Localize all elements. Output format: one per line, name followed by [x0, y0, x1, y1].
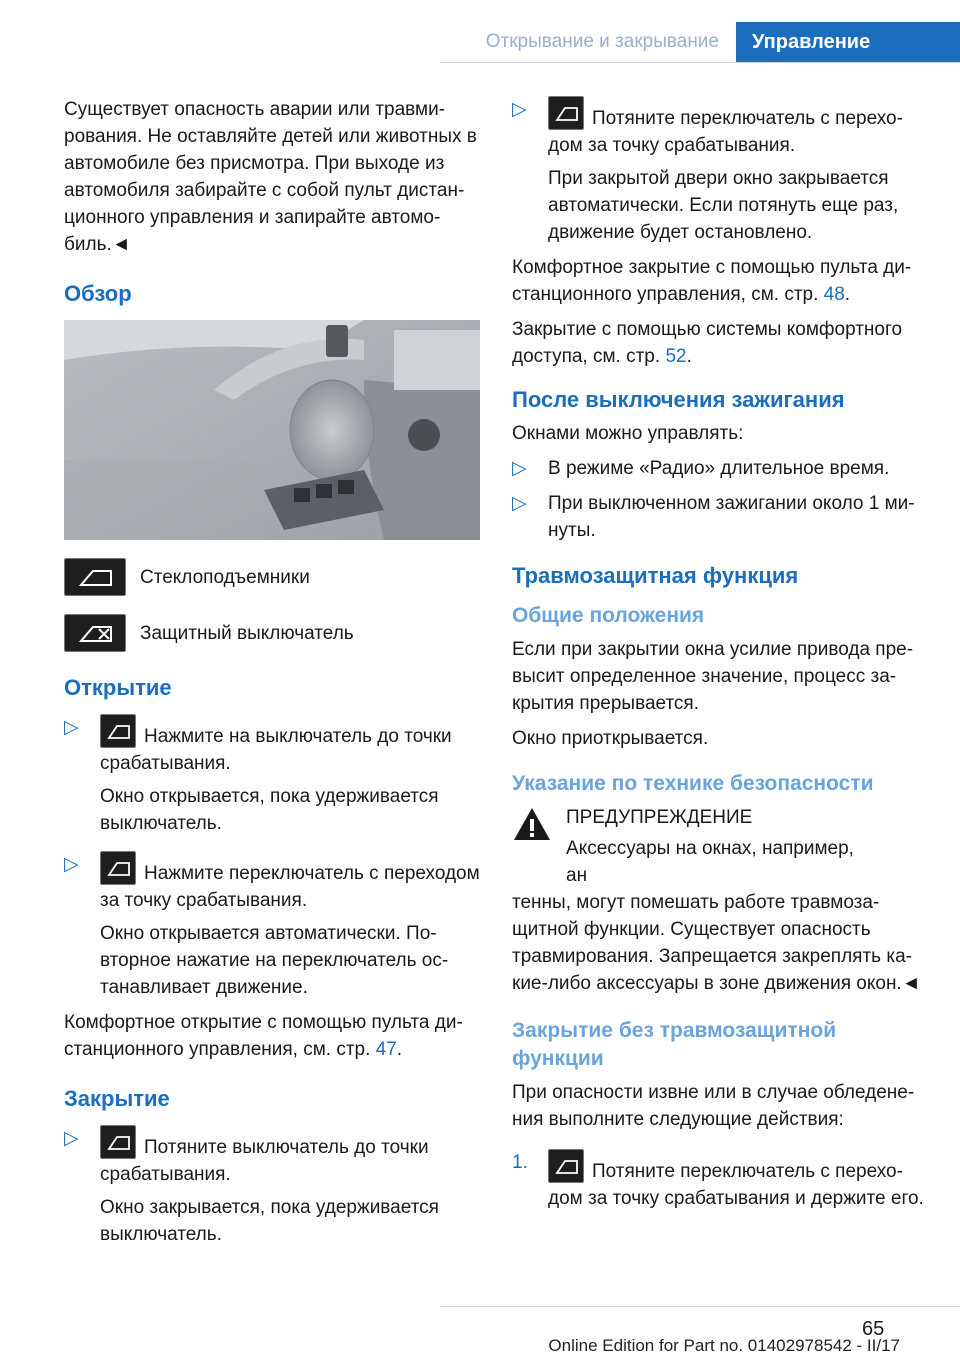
opening-item — [64, 714, 484, 837]
legend-safety-switch — [64, 614, 484, 652]
window-switch-icon — [100, 714, 136, 748]
bullet-marker: ▷ — [64, 1128, 79, 1149]
comfort-close-paragraph: Комфортное закрытие с помощью пульта дистанционного управления, см. стр. 48. — [512, 257, 912, 305]
page-link-48[interactable]: 48 — [823, 284, 845, 305]
closing-item — [64, 1125, 484, 1248]
after-ignition-item-text: При выключенном зажигании около 1 минуты. — [548, 493, 915, 541]
window-switch-icon — [548, 96, 584, 130]
page-link-52[interactable]: 52 — [665, 346, 687, 367]
opening-item-text: Нажмите на выключатель до точки срабатывания. — [100, 726, 452, 774]
overview-heading: Обзор — [64, 281, 132, 306]
warning-text: тенны, могут помешать работе травмозащитной функции. Существует опасность травмирования. Запрещается закреплять какие-либо аксессуары в зоне движения окон.◄ — [512, 892, 921, 994]
edition-text: Online Edition for Part no. 01402978542 - II/17 — [548, 1336, 900, 1355]
legend-window-switch — [64, 558, 484, 596]
bullet-marker: ▷ — [64, 717, 79, 738]
door-panel-photo — [64, 320, 480, 540]
window-switch-icon — [100, 1125, 136, 1159]
header-divider — [440, 62, 960, 63]
header-chapter-tab[interactable]: Управление — [736, 22, 960, 62]
header-section-title: Открывание и закрывание — [440, 22, 735, 62]
bullet-marker: ▷ — [64, 854, 79, 875]
window-switch-icon — [548, 1149, 584, 1183]
closing-item — [512, 96, 928, 246]
step-number: 1. — [512, 1152, 528, 1173]
after-ignition-heading: После выключения зажигания — [512, 387, 845, 412]
opening-item-sub: Окно открывается, пока удерживается выключатель. — [100, 786, 439, 834]
opening-item-text: Нажмите переключатель с переходом за точку срабатывания. — [100, 863, 480, 911]
page-link-47[interactable]: 47 — [375, 1039, 397, 1060]
pinch-protection-heading: Травмозащитная функция — [512, 563, 799, 588]
opening-item — [64, 851, 484, 1001]
opening-item-sub: Окно открывается автоматически. Повторное нажатие на переключатель останавливает движение. — [100, 923, 449, 998]
comfort-open-paragraph: Комфортное открытие с помощью пульта дистанционного управления, см. стр. 47. — [64, 1012, 463, 1060]
no-pinch-text: При опасности извне или в случае обледенения выполните следующие действия: — [512, 1082, 915, 1130]
closing-heading: Закрытие — [64, 1086, 170, 1111]
warning-triangle-icon — [512, 806, 552, 850]
no-pinch-heading: Закрытие без травмозащитной функции — [512, 1019, 837, 1070]
closing-item-text: Потяните выключатель до точки срабатывания. — [100, 1137, 429, 1185]
left-column — [64, 96, 484, 1256]
page-number: 65 — [862, 1318, 885, 1340]
safety-heading: Указание по технике безопасности — [512, 772, 874, 795]
step-item — [512, 1149, 928, 1212]
bullet-marker: ▷ — [512, 99, 527, 120]
opening-heading: Открытие — [64, 675, 172, 700]
legend-label-safety: Защитный выключатель — [140, 622, 354, 644]
bullet-marker: ▷ — [512, 493, 527, 514]
right-column — [512, 96, 928, 1220]
closing-item-text: Потяните переключатель с переходом за точку срабатывания. — [548, 108, 903, 156]
window-switch-icon — [100, 851, 136, 885]
closing-item-sub: Окно закрывается, пока удерживается выключатель. — [100, 1197, 439, 1245]
warning-text-first-line: Аксессуары на окнах, например, ан — [566, 838, 854, 886]
footer-divider — [440, 1306, 960, 1307]
general-text-2: Окно приоткрывается. — [512, 728, 709, 749]
general-heading: Общие положения — [512, 604, 705, 627]
safety-switch-icon — [64, 614, 126, 652]
general-text: Если при закрытии окна усилие привода превысит определенное значение, процесс закрытия прерывается. — [512, 639, 914, 714]
legend-label-windows: Стеклоподъемники — [140, 566, 310, 588]
step-text: Потяните переключатель с переходом за точку срабатывания и держите его. — [548, 1161, 924, 1209]
after-ignition-item-text: В режиме «Радио» длительное время. — [548, 458, 890, 479]
intro-warning-text: Существует опасность аварии или травмирования. Не оставляйте детей или животных в автомобиле без присмотра. При выходе из автомобиля забирайте с собой пульт дистанционного управления и запирайте автомобиль.◄ — [64, 99, 477, 255]
warning-title: ПРЕДУПРЕЖДЕНИЕ — [566, 807, 753, 828]
closing-item-sub: При закрытой двери окно закрывается автоматически. Если потянуть еще раз, движение будет остановлено. — [548, 168, 899, 243]
after-ignition-item — [512, 490, 928, 544]
after-ignition-item — [512, 455, 928, 482]
bullet-marker: ▷ — [512, 458, 527, 479]
warning-block — [512, 804, 928, 889]
after-ignition-text: Окнами можно управлять: — [512, 423, 744, 444]
window-switch-icon — [64, 558, 126, 596]
access-close-paragraph: Закрытие с помощью системы комфортного доступа, см. стр. 52. — [512, 319, 903, 367]
